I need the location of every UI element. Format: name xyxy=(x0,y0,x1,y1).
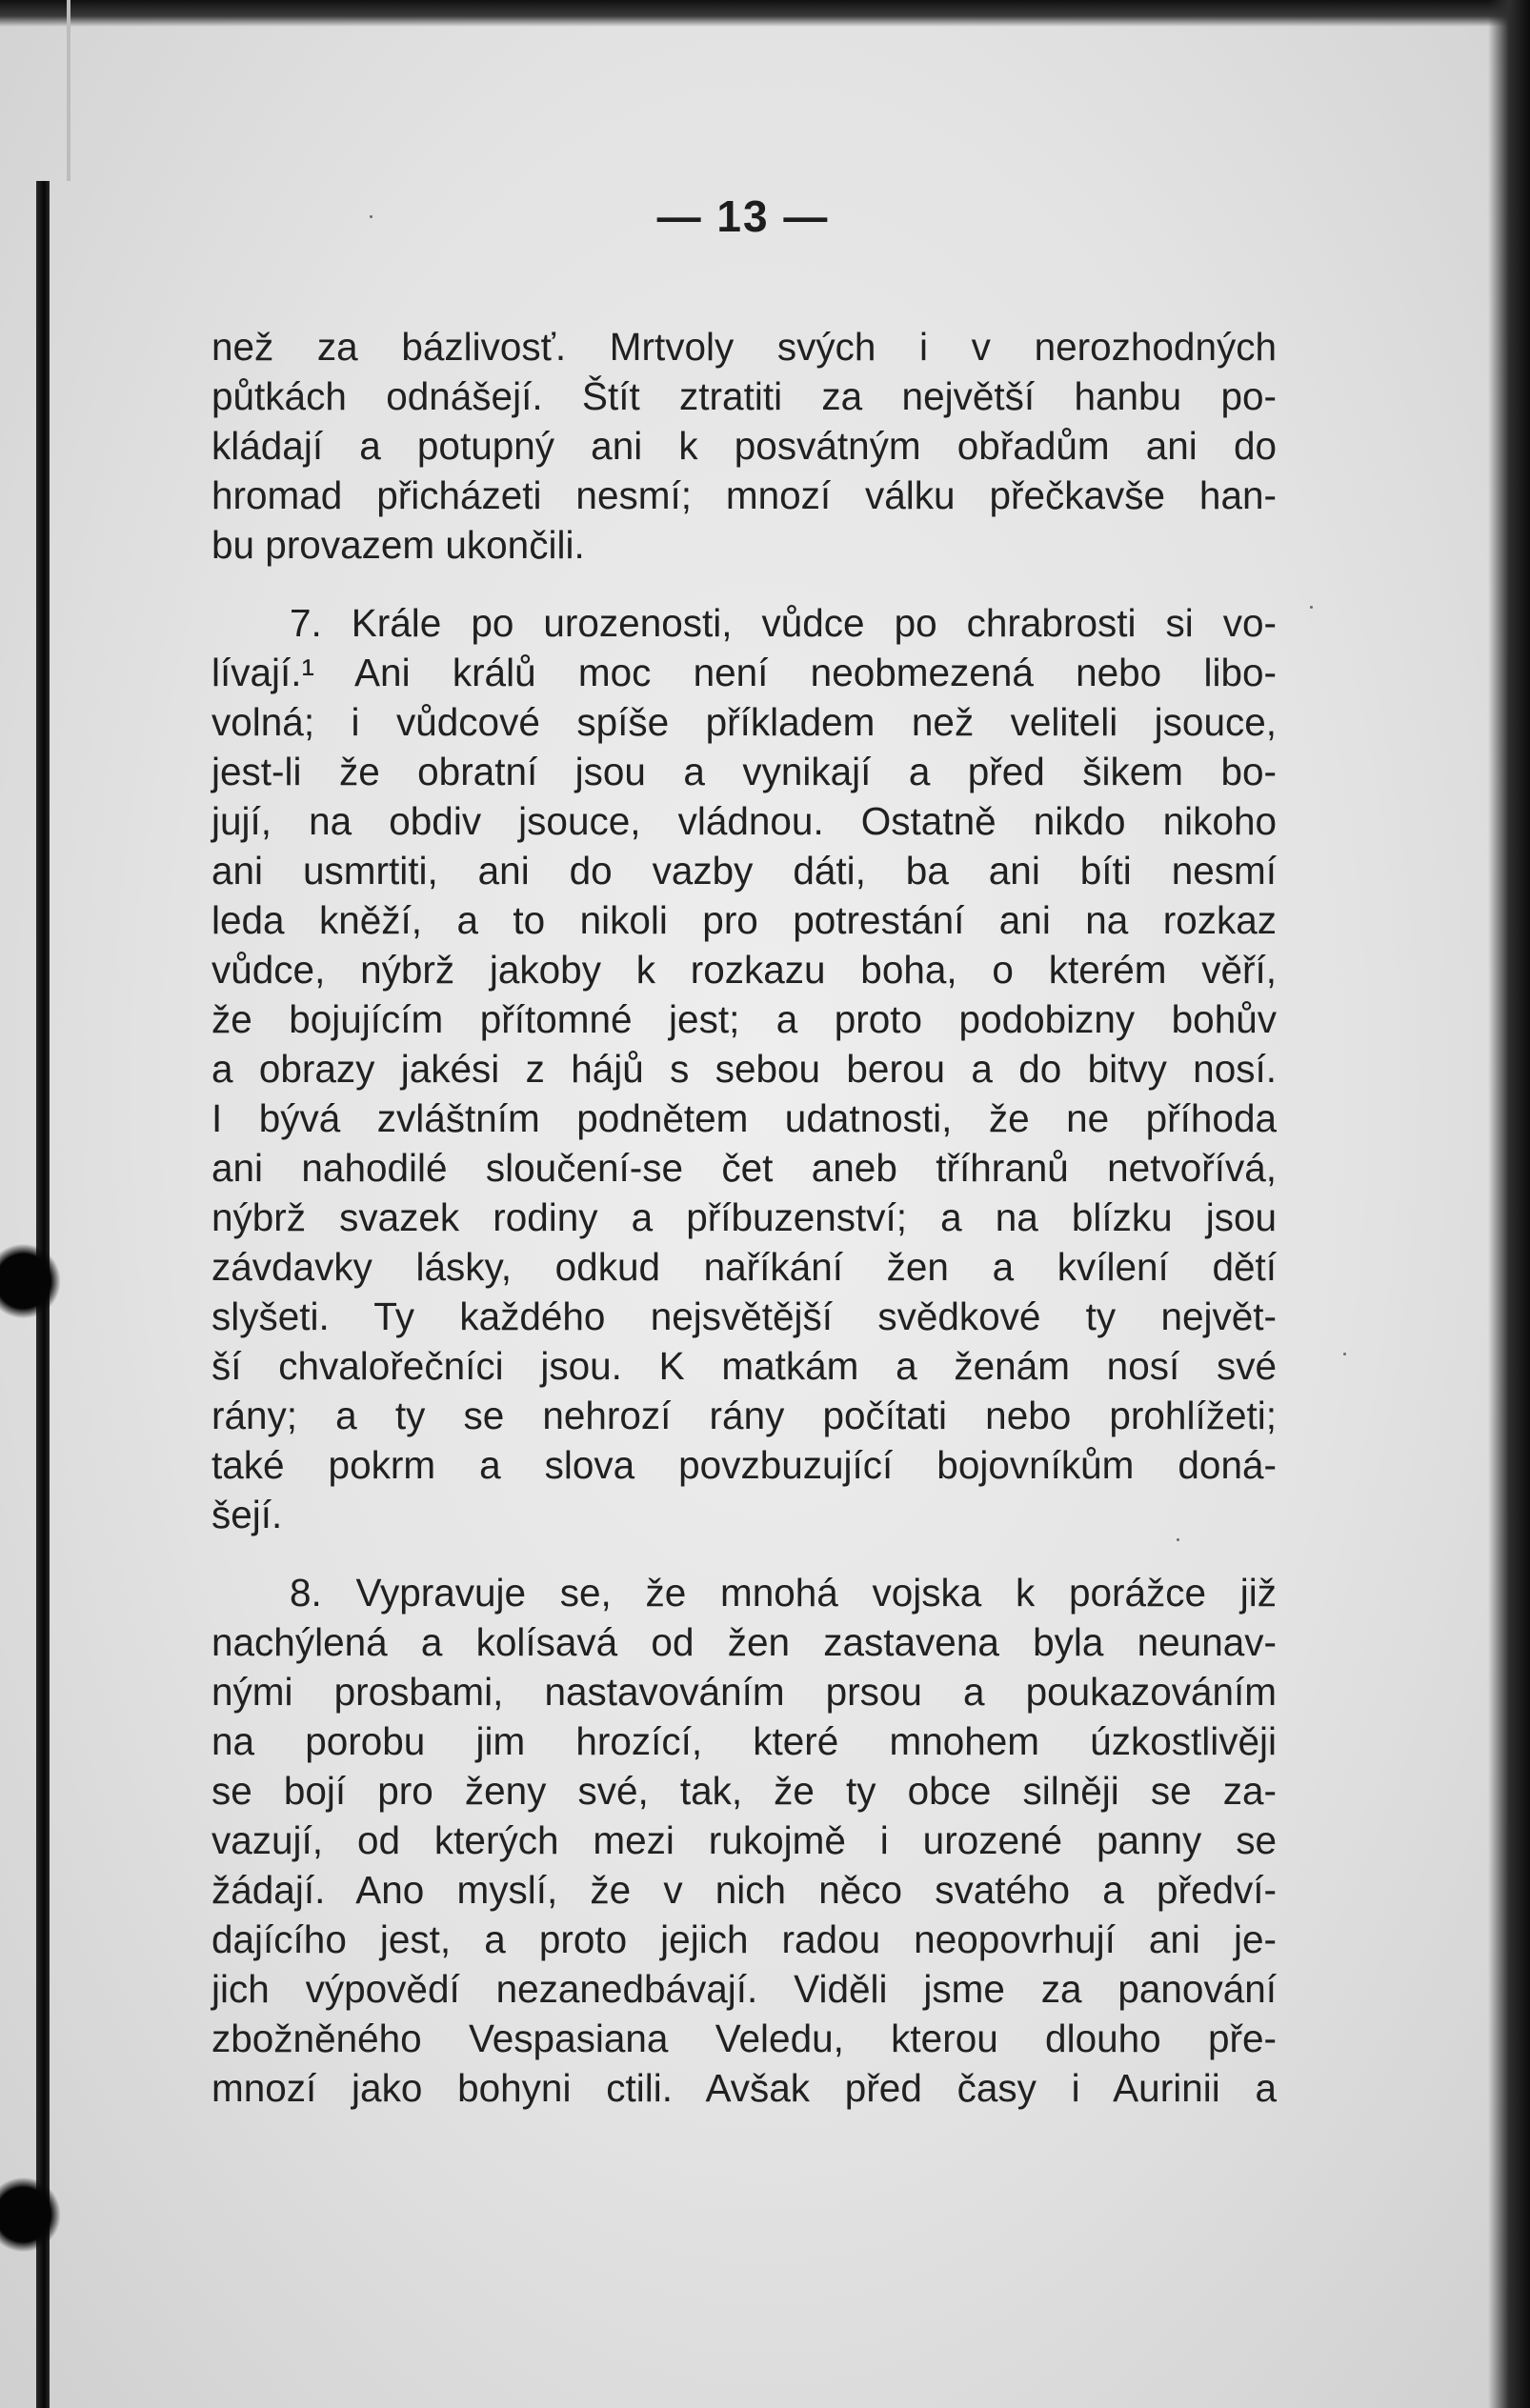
paragraph-1 xyxy=(211,322,1277,570)
paragraph-2 xyxy=(211,598,1277,1539)
text-line: volná; i vůdcové spíše příkladem než veliteli jsouce, xyxy=(211,700,1277,744)
text-line: ší chvalořečníci jsou. K matkám a ženám nosí své xyxy=(211,1344,1277,1388)
text-line: nými prosbami, nastavováním prsou a poukazováním xyxy=(211,1670,1277,1714)
text-line: než za bázlivosť. Mrtvoly svých i v nerozhodných xyxy=(211,325,1277,369)
text-line: bu provazem ukončili. xyxy=(211,523,585,567)
text-line: zbožněného Vespasiana Veledu, kterou dlouho pře- xyxy=(211,2017,1277,2060)
text-line: lívají.¹ Ani králů moc není neobmezená nebo libo- xyxy=(211,651,1277,694)
scan-speck xyxy=(1310,606,1313,609)
paragraph-3 xyxy=(211,1568,1277,2113)
text-line: mnozí jako bohyni ctili. Avšak před časy i Aurinii a xyxy=(211,2066,1277,2110)
scan-right-edge xyxy=(1488,0,1530,2408)
text-line: také pokrm a slova povzbuzující bojovníkům doná- xyxy=(211,1443,1277,1487)
text-line: kládají a potupný ani k posvátným obřadům ani do xyxy=(211,424,1277,468)
text-line: rány; a ty se nehrozí rány počítati nebo prohlížeti; xyxy=(211,1394,1277,1437)
text-line: a obrazy jakési z hájů s sebou berou a do bitvy nosí. xyxy=(211,1047,1277,1091)
text-line: hromad přicházeti nesmí; mnozí válku přečkavše han- xyxy=(211,473,1277,517)
scan-speck xyxy=(370,215,372,218)
text-line: dajícího jest, a proto jejich radou neopovrhují ani je- xyxy=(211,1917,1277,1961)
text-line: žádají. Ano myslí, že v nich něco svatého a předví- xyxy=(211,1868,1277,1912)
page-body xyxy=(211,322,1277,2113)
text-line: ani nahodilé sloučení-se čet aneb tříhranů netvořívá, xyxy=(211,1146,1277,1190)
text-line: nachýlená a kolísavá od žen zastavena byla neunav- xyxy=(211,1620,1277,1664)
binding-clip xyxy=(0,1229,67,1334)
text-line: jich výpovědí nezanedbávají. Viděli jsme za panování xyxy=(211,1967,1277,2011)
text-line: jest-li že obratní jsou a vynikají a před šikem bo- xyxy=(211,750,1277,793)
text-line: závdavky lásky, odkud naříkání žen a kvílení dětí xyxy=(211,1245,1277,1289)
text-line: leda kněží, a to nikoli pro potrestání ani na rozkaz xyxy=(211,898,1277,942)
scan-left-margin-line xyxy=(67,0,70,181)
text-line: 8. Vypravuje se, že mnohá vojska k porážce již xyxy=(290,1571,1277,1615)
text-line: ani usmrtiti, ani do vazby dáti, ba ani bíti nesmí xyxy=(211,849,1277,893)
text-line: I bývá zvláštním podnětem udatnosti, že ne příhoda xyxy=(211,1096,1277,1140)
text-line: vazují, od kterých mezi rukojmě i urozené panny se xyxy=(211,1818,1277,1862)
text-line: že bojujícím přítomné jest; a proto podobizny bohův xyxy=(211,997,1277,1041)
text-line: se bojí pro ženy své, tak, že ty obce silněji se za- xyxy=(211,1769,1277,1813)
scan-top-edge xyxy=(0,0,1530,27)
binding-clip xyxy=(0,2162,67,2267)
text-line: 7. Krále po urozenosti, vůdce po chrabrosti si vo- xyxy=(290,601,1277,645)
text-line: půtkách odnášejí. Štít ztratiti za největší hanbu po- xyxy=(211,374,1277,418)
text-line: vůdce, nýbrž jakoby k rozkazu boha, o kterém věří, xyxy=(211,948,1277,992)
text-line: slyšeti. Ty každého nejsvětější svědkové ty největ- xyxy=(211,1294,1277,1338)
page-number: — 13 — xyxy=(656,191,830,241)
text-line: na porobu jim hrozící, které mnohem úzkostlivěji xyxy=(211,1719,1277,1763)
text-line: šejí. xyxy=(211,1493,283,1536)
scan-speck xyxy=(1343,1353,1346,1355)
text-line: nýbrž svazek rodiny a příbuzenství; a na blízku jsou xyxy=(211,1195,1277,1239)
text-line: jují, na obdiv jsouce, vládnou. Ostatně nikdo nikoho xyxy=(211,799,1277,843)
